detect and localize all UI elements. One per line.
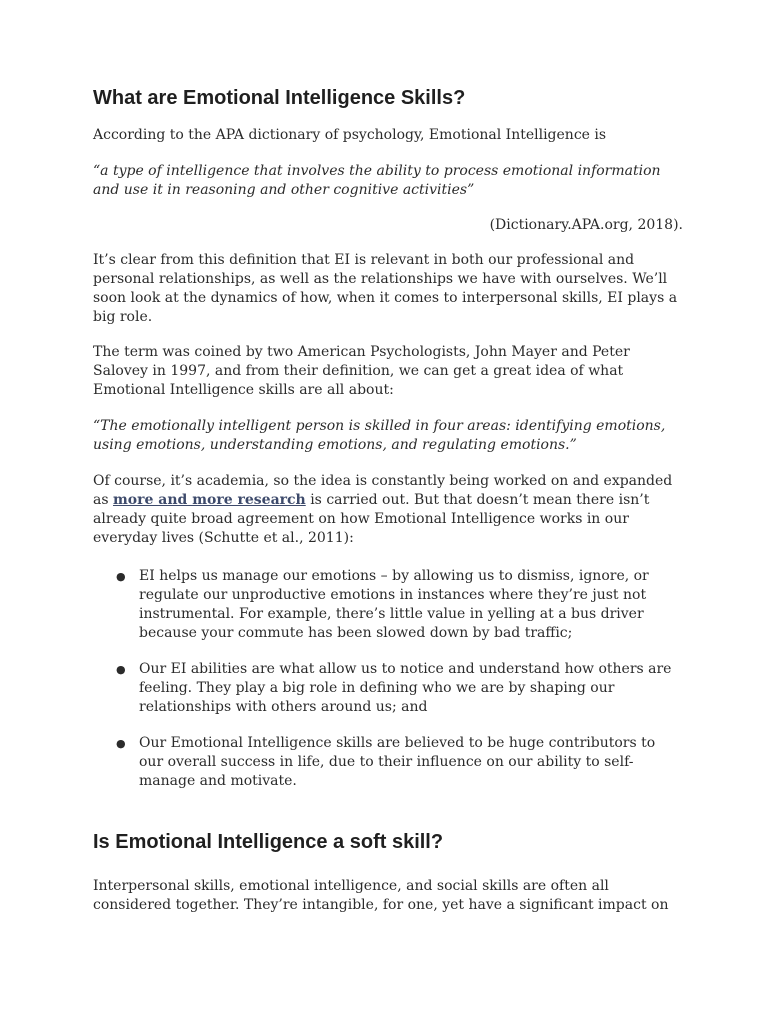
list-item xyxy=(93,660,683,717)
paragraph-academia-text-before: Of course, it’s academia, so the idea is constantly being worked on and expanded as xyxy=(93,473,673,508)
list-item xyxy=(93,734,683,791)
intro-paragraph: According to the APA dictionary of psychology, Emotional Intelligence is xyxy=(93,127,607,143)
section-heading-soft-skill: Is Emotional Intelligence a soft skill? xyxy=(93,831,444,853)
ei-bullet-list xyxy=(93,567,683,791)
mayer-salovey-quote: “The emotionally intelligent person is skilled in four areas: identifying emotions, using emotions, understanding emotions, and regulating emotions.” xyxy=(93,418,666,453)
list-item xyxy=(93,567,683,643)
apa-citation: (Dictionary.APA.org, 2018). xyxy=(489,217,683,233)
more-research-link[interactable]: more and more research xyxy=(112,492,306,508)
paragraph-term-origin: The term was coined by two American Psychologists, John Mayer and Peter Salovey in 1997, and from their definition, we can get a great idea of what Emotional Intelligence skills are all about: xyxy=(93,344,630,398)
bullet-icon: ● xyxy=(116,737,126,750)
paragraph-academia xyxy=(93,472,683,548)
list-item-text: Our EI abilities are what allow us to notice and understand how others are feeling. They play a big role in defining who we are by shaping our relationships with others around us; and xyxy=(139,661,672,715)
document-page xyxy=(93,84,683,915)
paragraph-ei-relevance: It’s clear from this definition that EI is relevant in both our professional and personal relationships, as well as the relationships we have with ourselves. We’ll soon look at the dynamics of how, when it comes to interpersonal skills, EI plays a big role. xyxy=(93,252,678,325)
apa-definition-quote: “a type of intelligence that involves the ability to process emotional information and use it in reasoning and other cognitive activities” xyxy=(93,163,661,198)
list-item-text: EI helps us manage our emotions – by allowing us to dismiss, ignore, or regulate our unproductive emotions in instances where they’re just not instrumental. For example, there’s little value in yelling at a bus driver because your commute has been slowed down by bad traffic; xyxy=(139,568,649,641)
list-item-text: Our Emotional Intelligence skills are believed to be huge contributors to our overall success in life, due to their influence on our ability to self-manage and motivate. xyxy=(139,735,656,789)
bullet-icon: ● xyxy=(116,663,126,676)
paragraph-interpersonal-skills: Interpersonal skills, emotional intelligence, and social skills are often all considered together. They’re intangible, for one, yet have a significant impact on xyxy=(93,878,669,913)
paragraph-academia-text-after: is carried out. But that doesn’t mean there isn’t already quite broad agreement on how Emotional Intelligence works in our everyday lives (Schutte et al., 2011): xyxy=(93,492,650,546)
section-heading-ei-skills: What are Emotional Intelligence Skills? xyxy=(93,87,466,109)
bullet-icon: ● xyxy=(116,570,126,583)
